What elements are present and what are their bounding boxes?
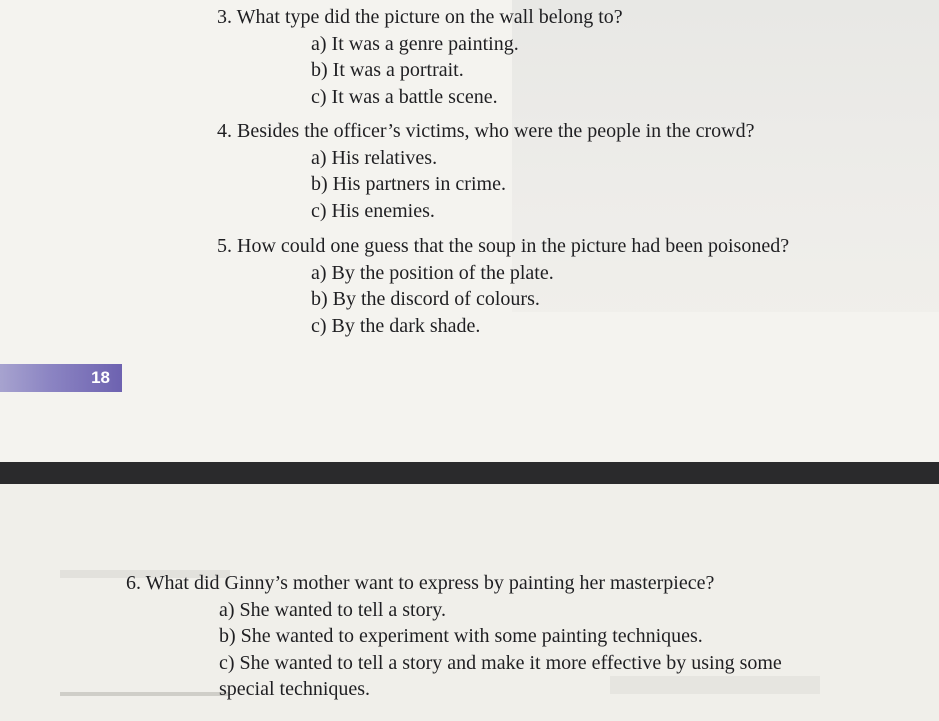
question-5-stem: 5. How could one guess that the soup in the picture had been poisoned? xyxy=(217,235,790,257)
question-5-option-a: a) By the position of the plate. xyxy=(311,261,554,284)
page-number-tab xyxy=(0,364,122,392)
question-4-option-a: a) His relatives. xyxy=(311,146,438,169)
question-6-options xyxy=(219,597,839,703)
question-6-option-b: b) She wanted to experiment with some painting techniques. xyxy=(219,625,703,647)
question-4-option-b: b) His partners in crime. xyxy=(311,173,506,195)
question-6-option-a: a) She wanted to tell a story. xyxy=(219,598,446,621)
question-5-options xyxy=(311,260,789,340)
question-3 xyxy=(217,4,623,110)
question-3-option-a: a) It was a genre painting. xyxy=(311,32,519,55)
question-4-stem: 4. Besides the officer’s victims, who were the people in the crowd? xyxy=(217,120,755,142)
question-6-option-c: c) She wanted to tell a story and make it more effective by using some special techniques. xyxy=(219,651,782,700)
question-4-option-c: c) His enemies. xyxy=(311,199,435,222)
page-divider xyxy=(0,462,939,484)
question-5 xyxy=(217,233,789,339)
page-number: 18 xyxy=(91,368,110,387)
question-3-stem: 3. What type did the picture on the wall belong to? xyxy=(217,6,623,28)
question-5-option-c: c) By the dark shade. xyxy=(311,314,481,337)
question-6-stem: 6. What did Ginny’s mother want to express by painting her masterpiece? xyxy=(126,572,715,594)
question-6 xyxy=(126,570,839,703)
bottom-page xyxy=(0,484,939,721)
question-3-option-b: b) It was a portrait. xyxy=(311,59,464,81)
question-5-option-b: b) By the discord of colours. xyxy=(311,288,540,310)
question-4-options xyxy=(311,145,754,225)
question-3-options xyxy=(311,31,623,111)
question-4 xyxy=(217,118,754,224)
question-3-option-c: c) It was a battle scene. xyxy=(311,85,498,108)
